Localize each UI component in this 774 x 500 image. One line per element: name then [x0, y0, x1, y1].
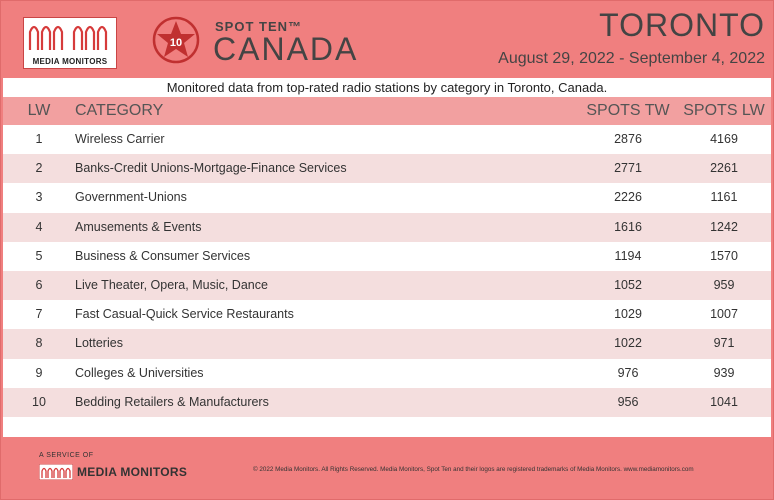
row-spots-lw: 959 [713, 277, 735, 292]
row-category: Lotteries [75, 336, 123, 351]
row-lw: 1 [35, 132, 43, 146]
row-category: Banks-Credit Unions-Mortgage-Finance Services [75, 161, 347, 176]
row-spots-tw: 1616 [614, 219, 642, 234]
row-lw: 6 [35, 277, 43, 292]
row-spots-tw: 1052 [614, 277, 642, 292]
spot-ten-label: SPOT TEN™ [215, 19, 303, 34]
row-lw: 5 [35, 248, 43, 263]
row-spots-tw: 2226 [614, 190, 642, 205]
table-row [3, 125, 771, 154]
row-lw: 10 [32, 394, 46, 409]
table-row [3, 300, 771, 329]
star-badge-icon [151, 15, 201, 65]
row-spots-tw: 956 [617, 394, 639, 409]
table-row [3, 154, 771, 183]
row-lw: 8 [35, 336, 43, 351]
row-spots-lw: 939 [713, 365, 735, 380]
table-row [3, 271, 771, 300]
row-spots-lw: 1161 [710, 190, 738, 205]
waveform-icon [24, 18, 116, 54]
row-spots-lw: 971 [713, 336, 735, 351]
row-spots-tw: 2876 [614, 132, 642, 146]
column-header-lw: LW [27, 102, 51, 119]
row-spots-tw: 1022 [614, 336, 642, 351]
table-row [3, 359, 771, 388]
table-row [3, 213, 771, 242]
date-range: August 29, 2022 - September 4, 2022 [498, 50, 765, 67]
footer-logo [39, 463, 187, 481]
row-spots-lw: 1007 [710, 307, 738, 322]
row-category: Business & Consumer Services [75, 248, 251, 263]
row-category: Live Theater, Opera, Music, Dance [75, 277, 268, 292]
row-lw: 4 [35, 219, 43, 234]
row-category: Bedding Retailers & Manufacturers [75, 394, 269, 409]
row-spots-lw: 2261 [710, 161, 738, 176]
row-spots-lw: 4169 [710, 132, 738, 146]
subtitle: Monitored data from top-rated radio stations by category in Toronto, Canada. [3, 78, 771, 97]
logo-text: MEDIA MONITORS [32, 57, 108, 66]
row-spots-tw: 976 [617, 365, 639, 380]
row-category: Wireless Carrier [75, 132, 165, 146]
table-row [3, 388, 771, 417]
row-lw: 2 [35, 161, 43, 176]
footer-logo-text: MEDIA MONITORS [77, 465, 188, 479]
table-header [3, 97, 771, 125]
table-body [3, 125, 771, 437]
row-spots-tw: 1029 [614, 307, 642, 322]
footer-waveform-icon [39, 464, 73, 480]
column-header-category: CATEGORY [75, 102, 164, 119]
table-row [3, 242, 771, 271]
row-spots-tw: 2771 [614, 161, 642, 176]
service-label: A SERVICE OF [39, 452, 94, 459]
table-row [3, 183, 771, 212]
table-row [3, 329, 771, 358]
column-header-spots-lw: SPOTS LW [683, 102, 765, 119]
row-category: Fast Casual-Quick Service Restaurants [75, 307, 294, 322]
city-title: TORONTO [599, 7, 765, 43]
row-spots-lw: 1041 [710, 394, 738, 409]
row-spots-tw: 1194 [614, 248, 642, 263]
row-spots-lw: 1570 [710, 248, 738, 263]
row-category: Government-Unions [75, 190, 187, 205]
spot-ten-badge [151, 15, 201, 65]
row-lw: 3 [35, 190, 43, 205]
row-lw: 7 [35, 307, 43, 322]
row-lw: 9 [35, 365, 43, 380]
column-header-spots-tw: SPOTS TW [586, 102, 670, 119]
row-category: Colleges & Universities [75, 365, 204, 380]
country-title: CANADA [213, 31, 359, 67]
row-spots-lw: 1242 [710, 219, 738, 234]
media-monitors-logo [23, 17, 117, 69]
copyright-notice: © 2022 Media Monitors. All Rights Reserved. Media Monitors, Spot Ten and their logos are registered trademarks of Media Monitors. www.mediamonitors.com [253, 466, 694, 473]
row-category: Amusements & Events [75, 219, 202, 234]
badge-number: 10 [169, 37, 183, 49]
